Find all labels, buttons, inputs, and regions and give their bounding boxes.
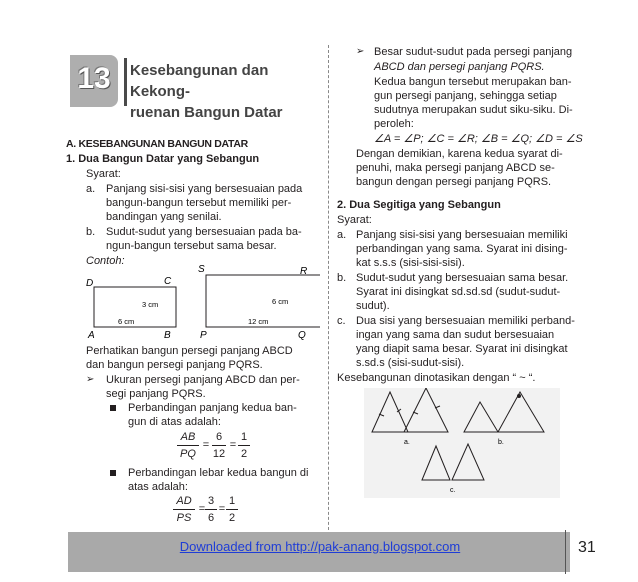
ukuran-line2: segi panjang PQRS. (106, 388, 206, 400)
frac1-den3: 2 (240, 448, 248, 460)
label-P: P (200, 330, 207, 341)
frac2-bar2 (205, 509, 217, 510)
cond-b-line1: Sudut-sudut yang bersesuaian pada ba- (106, 226, 302, 238)
label-a: a. (404, 439, 410, 446)
tri-cond-b-line2: Syarat ini disingkat sd.sd.sd (sudut-sudut- (356, 286, 561, 298)
chapter-title (130, 60, 330, 123)
list-label-a: a. (86, 183, 96, 195)
sudut-line1: Besar sudut-sudut pada persegi panjang (374, 46, 573, 58)
perb-lebar-line1: Perbandingan lebar kedua bangun di (128, 467, 309, 479)
conclusion-line2: penuhi, maka persegi panjang ABCD se- (356, 162, 555, 174)
frac1-bar3 (238, 445, 250, 446)
frac2-bar3 (226, 509, 238, 510)
chapter-title-line2: ruenan Bangun Datar (130, 104, 283, 121)
label-A: A (88, 330, 95, 341)
perb-lebar-line2: atas adalah: (128, 481, 188, 493)
frac2-num1: AD (176, 495, 192, 507)
chapter-divider (124, 58, 127, 106)
label-C: C (164, 276, 172, 287)
label-B: B (164, 330, 171, 341)
cond-a-line1: Panjang sisi-sisi yang bersesuaian pada (106, 183, 303, 195)
frac2-eq1: = (198, 503, 206, 515)
frac2-num2: 3 (207, 495, 215, 507)
list-label-b: b. (86, 226, 96, 238)
frac1-den2: 12 (212, 448, 226, 460)
para1-line2: dan bangun persegi panjang PQRS. (86, 359, 263, 371)
para1-line1: Perhatikan bangun persegi panjang ABCD (86, 345, 293, 357)
frac1-eq2: = (229, 439, 237, 451)
syarat-label: Syarat: (86, 168, 121, 180)
label-c: c. (450, 487, 456, 494)
column-divider (328, 45, 330, 545)
tri-cond-c-line2: ingan yang sama dan sudut bersesuaian (356, 329, 555, 341)
frac2-den2: 6 (207, 512, 215, 524)
tri-cond-a-line3: kat s.s.s (sisi-sisi-sisi). (356, 257, 465, 269)
tri-cond-a-line2: perbandingan yang sama. Syarat ini dising- (356, 243, 568, 255)
download-link[interactable]: Downloaded from http://pak-anang.blogspot.com (179, 539, 461, 554)
tri-label-b: b. (337, 272, 347, 284)
angle-equalities: ∠A = ∠P; ∠C = ∠R; ∠B = ∠Q; ∠D = ∠S (374, 133, 583, 145)
triangles-figure (364, 388, 560, 498)
label-Q: Q (298, 330, 306, 341)
conclusion-line3: bangun dengan persegi panjang PQRS. (356, 176, 552, 188)
rectangles-figure (80, 262, 320, 342)
frac1-bar2 (212, 445, 226, 446)
frac2-eq2: = (218, 503, 226, 515)
sudut-line3: Kedua bangun tersebut merupakan ban- (374, 76, 572, 88)
sudut-line5: sudutnya merupakan sudut siku-siku. Di- (374, 104, 573, 116)
arrow-bullet-icon: ➢ (356, 46, 365, 57)
chapter-number: 13 (77, 62, 111, 95)
example-label: Contoh: (86, 255, 125, 267)
perb-panjang-line2: gun di atas adalah: (128, 416, 221, 428)
square-bullet-icon (110, 405, 116, 411)
tri-label-a: a. (337, 229, 347, 241)
frac1-num2: 6 (215, 431, 223, 443)
tri-cond-c-line1: Dua sisi yang bersesuaian memiliki perband- (356, 315, 575, 327)
tri-cond-b-line1: Sudut-sudut yang bersesuaian sama besar. (356, 272, 569, 284)
frac2-den3: 2 (228, 512, 236, 524)
sudut-line6: peroleh: (374, 118, 414, 130)
tri-cond-a-line1: Panjang sisi-sisi yang bersesuaian memiliki (356, 229, 568, 241)
frac2-num3: 1 (228, 495, 236, 507)
label-6cm-large: 6 cm (272, 297, 289, 306)
label-D: D (86, 278, 94, 289)
tri-cond-c-line3: yang diapit sama besar. Syarat ini disingkat (356, 343, 568, 355)
tri-cond-b-line3: sudut). (356, 300, 390, 312)
label-3cm: 3 cm (142, 300, 159, 309)
tri-label-c: c. (337, 315, 346, 327)
cond-a-line2: bangun-bangun tersebut memiliki per- (106, 197, 292, 209)
sudut-line4: gun persegi panjang, sehingga setiap (374, 90, 557, 102)
cond-b-line2: ngun-bangun tersebut sama besar. (106, 240, 277, 252)
tri-cond-c-line4: s.sd.s (sisi-sudut-sisi). (356, 357, 465, 369)
frac1-eq1: = (202, 439, 210, 451)
notation-text: Kesebangunan dinotasikan dengan “ ~ “. (337, 372, 536, 384)
conclusion-line1: Dengan demikian, karena kedua syarat di- (356, 148, 563, 160)
label-S: S (198, 264, 205, 275)
perb-panjang-line1: Perbandingan panjang kedua ban- (128, 402, 297, 414)
footer-separator (565, 530, 566, 574)
label-b: b. (498, 439, 504, 446)
section-heading-a: A. KESEBANGUNAN BANGUN DATAR (66, 138, 248, 150)
item2-title: 2. Dua Segitiga yang Sebangun (337, 199, 501, 211)
rect-abcd (94, 287, 176, 327)
square-bullet-icon (110, 470, 116, 476)
page-number: 31 (578, 539, 596, 556)
cond-a-line3: bandingan yang senilai. (106, 211, 222, 223)
frac2-den1: PS (176, 512, 192, 524)
ukuran-line1: Ukuran persegi panjang ABCD dan per- (106, 374, 300, 386)
frac1-bar1 (177, 445, 199, 446)
chapter-title-line1: Kesebangunan dan Kekong- (130, 62, 269, 100)
figure-background (364, 388, 560, 498)
label-6cm: 6 cm (118, 317, 135, 326)
arrow-bullet-icon: ➢ (86, 374, 95, 385)
syarat-label-2: Syarat: (337, 214, 372, 226)
label-12cm: 12 cm (248, 317, 269, 326)
frac1-num3: 1 (240, 431, 248, 443)
frac1-den1: PQ (180, 448, 196, 460)
sudut-line2: ABCD dan persegi panjang PQRS. (374, 61, 545, 73)
item1-title: 1. Dua Bangun Datar yang Sebangun (66, 153, 260, 165)
label-R: R (300, 266, 308, 277)
frac2-bar1 (173, 509, 195, 510)
frac1-num1: AB (180, 431, 196, 443)
